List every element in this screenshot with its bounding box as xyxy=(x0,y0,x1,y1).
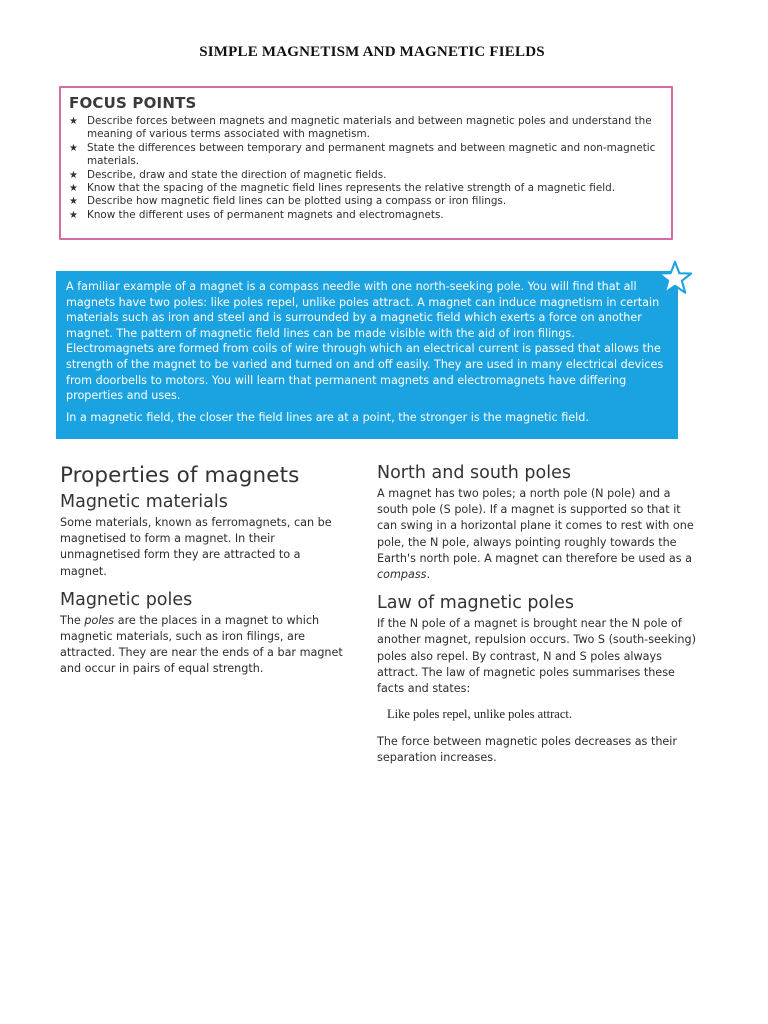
subheading-magnetic-materials: Magnetic materials xyxy=(60,492,228,512)
left-column xyxy=(60,463,350,678)
bullet-star-icon: ★ xyxy=(69,169,78,181)
focus-point-text: Describe forces between magnets and magnetic materials and between magnetic poles and understand the meaning of various terms associated with magnetism. xyxy=(87,115,652,141)
focus-point-item xyxy=(69,182,661,195)
bullet-star-icon: ★ xyxy=(69,142,78,154)
law-of-poles-text: If the N pole of a magnet is brought near the N pole of another magnet, repulsion occurs. Two S (south-seeking) poles also repel. By contrast, N and S poles always attract. The law of magnetic poles summarises these facts and states: xyxy=(377,617,696,696)
focus-point-item xyxy=(69,169,661,182)
focus-point-item xyxy=(69,115,661,142)
focus-points-heading: FOCUS POINTS xyxy=(69,94,197,112)
intro-key-statement: In a magnetic field, the closer the field lines are at a point, the stronger is the magnetic field. xyxy=(66,410,589,424)
bullet-star-icon: ★ xyxy=(69,116,78,127)
bullet-star-icon: ★ xyxy=(69,209,78,221)
focus-point-item xyxy=(69,195,661,208)
emphasis-poles: poles xyxy=(84,613,115,627)
subheading-law-of-poles: Law of magnetic poles xyxy=(377,593,574,614)
focus-point-text: Describe, draw and state the direction of magnetic fields. xyxy=(87,168,387,181)
intro-paragraph: A familiar example of a magnet is a compass needle with one north-seeking pole. You will find that all magnets have two poles: like poles repel, unlike poles attract. A magnet can induce magnetism in certain materials such as iron and steel and is surrounded by a magnetic field which exerts a force on another magnet. The pattern of magnetic field lines can be made visible with the aid of iron filings. Electromagnets are formed from coils of wire through which an electrical current is passed that allows the strength of the magnet to be varied and turned on and off easily. They are used in many electrical devices from doorbells to motors. You will learn that permanent magnets and electromagnets have differing properties and uses. xyxy=(66,280,664,403)
bullet-star-icon: ★ xyxy=(69,196,78,208)
focus-point-item xyxy=(69,209,661,222)
intro-panel xyxy=(56,271,678,439)
page-title: SIMPLE MAGNETISM AND MAGNETIC FIELDS xyxy=(199,44,545,60)
subheading-magnetic-poles: Magnetic poles xyxy=(60,589,193,610)
north-south-poles-text xyxy=(377,486,699,583)
right-column xyxy=(377,463,699,767)
law-quote: Like poles repel, unlike poles attract. xyxy=(387,707,573,722)
text-run: A magnet has two poles; a north pole (N pole) and a south pole (S pole). If a magnet is supported so that it can swing in a horizontal plane it comes to rest with one pole, the N pole, always pointing roughly towards the Earth's north pole. A magnet can therefore be used as a xyxy=(377,487,694,565)
emphasis-compass: compass xyxy=(377,568,427,582)
force-decrease-text: The force between magnetic poles decreases as their separation increases. xyxy=(377,735,678,765)
text-run: are the places in a magnet to which magnetic materials, such as iron filings, are attracted. They are near the ends of a bar magnet and occur in pairs of equal strength. xyxy=(60,613,343,676)
focus-point-text: Know that the spacing of the magnetic field lines represents the relative strength of a magnetic field. xyxy=(87,182,615,195)
focus-points-list xyxy=(69,115,661,222)
star-outline-icon xyxy=(656,259,694,297)
text-run: . xyxy=(426,568,431,582)
magnetic-materials-text: Some materials, known as ferromagnets, can be magnetised to form a magnet. In their unmagnetised form they are attracted to a magnet. xyxy=(60,516,332,578)
focus-point-item xyxy=(69,142,661,169)
bullet-star-icon: ★ xyxy=(69,183,78,195)
text-run: The xyxy=(60,613,85,627)
subheading-north-south-poles: North and south poles xyxy=(377,463,571,483)
focus-point-text: Know the different uses of permanent magnets and electromagnets. xyxy=(87,208,444,221)
focus-point-text: State the differences between temporary and permanent magnets and between magnetic and non-magnetic materials. xyxy=(87,141,656,168)
focus-point-text: Describe how magnetic field lines can be plotted using a compass or iron filings. xyxy=(87,195,507,208)
focus-points-box xyxy=(59,86,673,240)
magnetic-poles-text xyxy=(60,613,350,678)
section-heading-properties: Properties of magnets xyxy=(60,463,300,488)
